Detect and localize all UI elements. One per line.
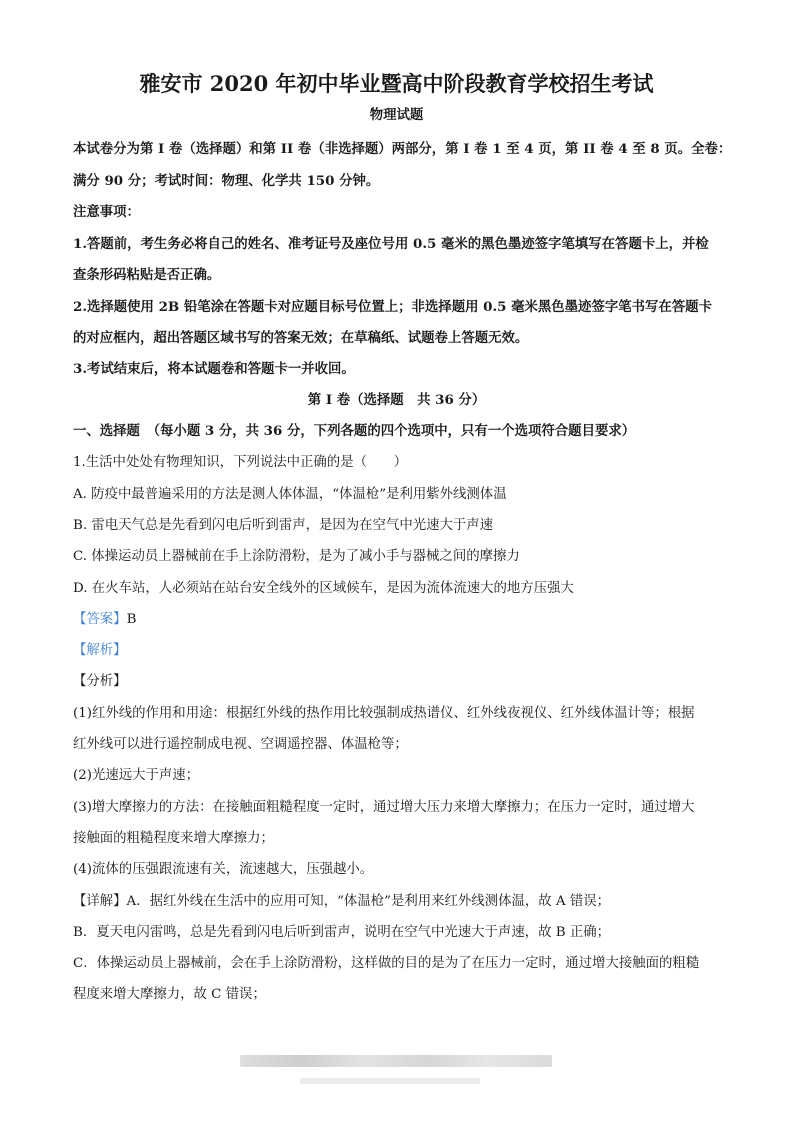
analysis-point-1-line-2: 红外线可以进行遥控制成电视、空调遥控器、体温枪等； bbox=[73, 737, 408, 752]
intro-line-2: 满分 90 分；考试时间：物理、化学共 150 分钟。 bbox=[73, 173, 380, 189]
analysis-point-2: (2)光速远大于声速； bbox=[73, 768, 200, 783]
notes-heading: 注意事项： bbox=[73, 204, 140, 220]
analysis-point-3-line-2: 接触面的粗糙程度来增大摩擦力； bbox=[73, 831, 274, 846]
detail-line-1: 【详解】A．据红外线在生活中的应用可知，“体温枪”是利用来红外线测体温，故 A 错误； bbox=[73, 894, 610, 909]
note-2-line-2: 的对应框内，超出答题区域书写的答案无效；在草稿纸、试题卷上答题无效。 bbox=[73, 330, 529, 346]
option-d: D. 在火车站，人必须站在站台安全线外的区域候车，是因为流体流速大的地方压强大 bbox=[73, 581, 574, 596]
detail-line-4: 程度来增大摩擦力，故 C 错误； bbox=[73, 987, 266, 1002]
exam-title: 雅安市 2020 年初中毕业暨高中阶段教育学校招生考试 bbox=[139, 71, 654, 96]
note-2-line-1: 2.选择题使用 2B 铅笔涂在答题卡对应题目标号位置上；非选择题用 0.5 毫米黑色墨迹签字笔书写在答题卡 bbox=[73, 299, 712, 315]
question-stem: 1.生活中处处有物理知识，下列说法中正确的是（ ） bbox=[73, 455, 408, 470]
analysis-point-3-line-1: (3)增大摩擦力的方法：在接触面粗糙程度一定时，通过增大压力来增大摩擦力；在压力一定时，通过增大 bbox=[73, 800, 695, 815]
intro-line-1: 本试卷分为第 I 卷（选择题）和第 II 卷（非选择题）两部分，第 I 卷 1 至 4 页，第 II 卷 4 至 8 页。全卷： bbox=[73, 141, 732, 157]
blurred-footer-watermark-secondary bbox=[300, 1078, 480, 1084]
section-heading: 一、选择题 （每小题 3 分，共 36 分，下列各题的四个选项中，只有一个选项符合题目要求） bbox=[73, 423, 636, 439]
blurred-footer-watermark bbox=[240, 1055, 552, 1067]
fenxi-tag: 【分析】 bbox=[73, 674, 127, 689]
option-c: C. 体操运动员上器械前在手上涂防滑粉，是为了减小手与器械之间的摩擦力 bbox=[73, 549, 520, 564]
option-b: B. 雷电天气总是先看到闪电后听到雷声，是因为在空气中光速大于声速 bbox=[73, 518, 494, 533]
analysis-tag: 【解析】 bbox=[73, 643, 127, 658]
note-1-line-1: 1.答题前，考生务必将自己的姓名、准考证号及座位号用 0.5 毫米的黑色墨迹签字笔填写在答题卡上，并检 bbox=[73, 236, 709, 252]
analysis-point-1-line-1: (1)红外线的作用和用途：根据红外线的热作用比较强制成热谱仪、红外线夜视仪、红外线体温计等；根据 bbox=[73, 706, 695, 721]
note-3: 3.考试结束后，将本试题卷和答题卡一并收回。 bbox=[73, 361, 355, 377]
detail-line-2: B．夏天电闪雷鸣，总是先看到闪电后听到雷声，说明在空气中光速大于声速，故 B 正确； bbox=[73, 925, 611, 940]
answer-tag: 【答案】 bbox=[73, 612, 127, 627]
option-a: A. 防疫中最普遍采用的方法是测人体体温，“体温枪”是利用紫外线测体温 bbox=[73, 487, 507, 502]
exam-subtitle: 物理试题 bbox=[369, 107, 424, 123]
answer-value: B bbox=[126, 612, 137, 627]
analysis-point-4: (4)流体的压强跟流速有关，流速越大，压强越小。 bbox=[73, 862, 374, 877]
note-1-line-2: 查条形码粘贴是否正确。 bbox=[73, 267, 221, 283]
detail-line-3: C．体操运动员上器械前，会在手上涂防滑粉，这样做的目的是为了在压力一定时，通过增大接触面的粗糙 bbox=[73, 956, 700, 971]
section-title: 第 I 卷（选择题 共 36 分） bbox=[307, 392, 486, 408]
answer-line bbox=[73, 611, 136, 629]
